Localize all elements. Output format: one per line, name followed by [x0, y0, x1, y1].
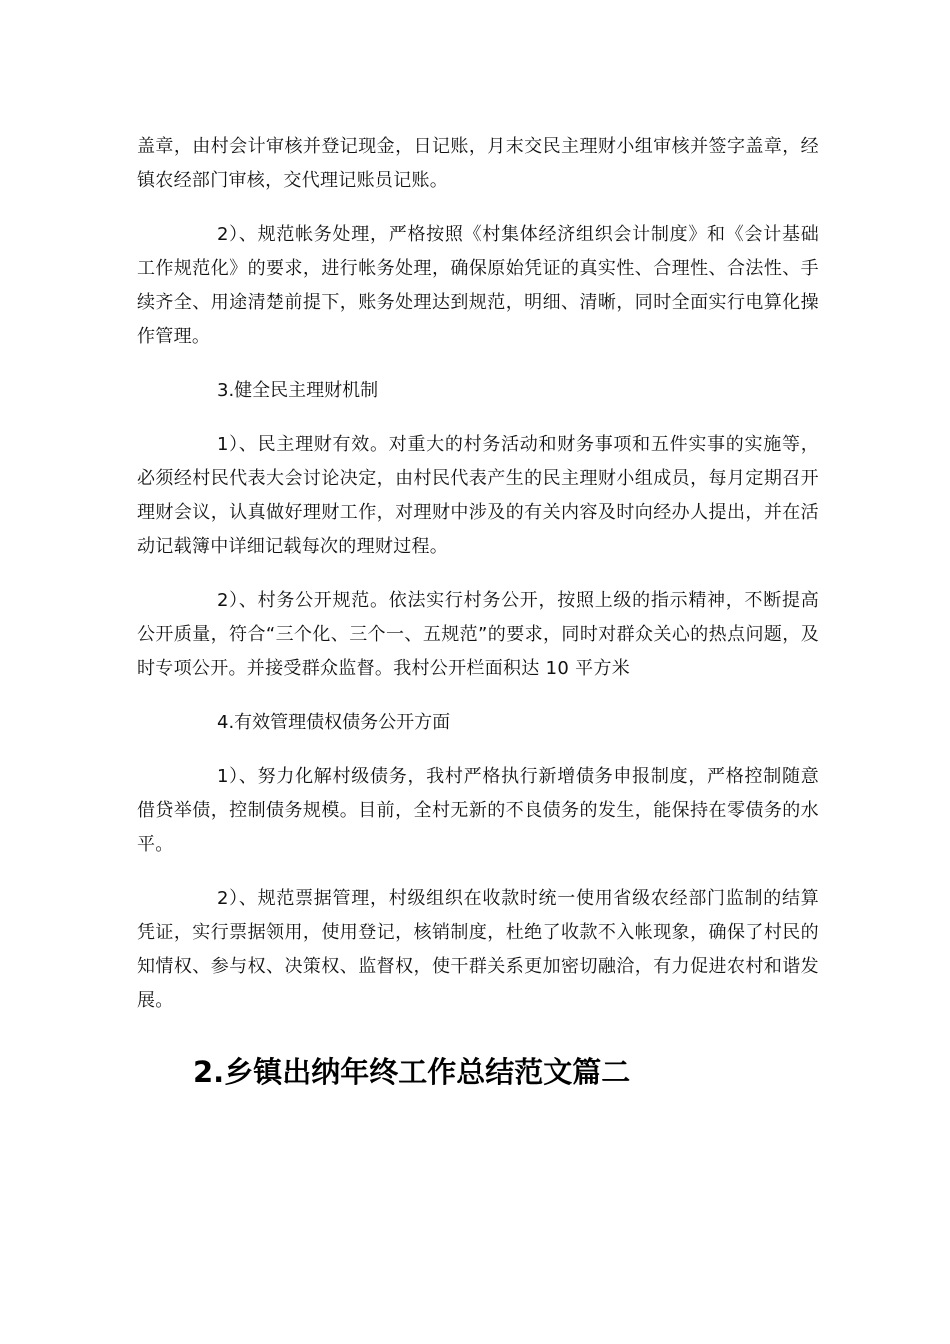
paragraph-village-affairs: 2）、村务公开规范。依法实行村务公开，按照上级的指示精神，不断提高公开质量，符合“三个化、三个一、五规范”的要求，同时对群众关心的热点问题，及时专项公开。并接受群众监督。我村公开栏面积达 10 平方米	[137, 590, 819, 679]
paragraph-village-debt: 1）、努力化解村级债务，我村严格执行新增债务申报制度，严格控制随意借贷举债，控制债务规模。目前，全村无新的不良债务的发生，能保持在零债务的水平。	[137, 766, 819, 855]
document-body	[137, 130, 819, 1092]
section-heading: 2.乡镇出纳年终工作总结范文篇二	[193, 1055, 631, 1089]
paragraph-continuation: 盖章，由村会计审核并登记现金，日记账，月末交民主理财小组审核并签字盖章，经镇农经部门审核，交代理记账员记账。	[137, 136, 819, 191]
paragraph-accounting-standard: 2）、规范帐务处理，严格按照《村集体经济组织会计制度》和《会计基础工作规范化》的要求，进行帐务处理，确保原始凭证的真实性、合理性、合法性、手续齐全、用途清楚前提下，账务处理达到规范，明细、清晰，同时全面实行电算化操作管理。	[137, 224, 819, 347]
section-subheading-democratic-finance: 3.健全民主理财机制	[217, 380, 379, 401]
paragraph-democratic-finance: 1）、民主理财有效。对重大的村务活动和财务事项和五件实事的实施等，必须经村民代表大会讨论决定，由村民代表产生的民主理财小组成员，每月定期召开理财会议，认真做好理财工作，对理财中涉及的有关内容及时向经办人提出，并在活动记载簿中详细记载每次的理财过程。	[137, 434, 819, 557]
paragraph-receipt-management: 2）、规范票据管理，村级组织在收款时统一使用省级农经部门监制的结算凭证，实行票据领用，使用登记，核销制度，杜绝了收款不入帐现象，确保了村民的知情权、参与权、决策权、监督权，使干群关系更加密切融洽，有力促进农村和谐发展。	[137, 888, 819, 1011]
section-subheading-debt-management: 4.有效管理债权债务公开方面	[217, 712, 451, 733]
